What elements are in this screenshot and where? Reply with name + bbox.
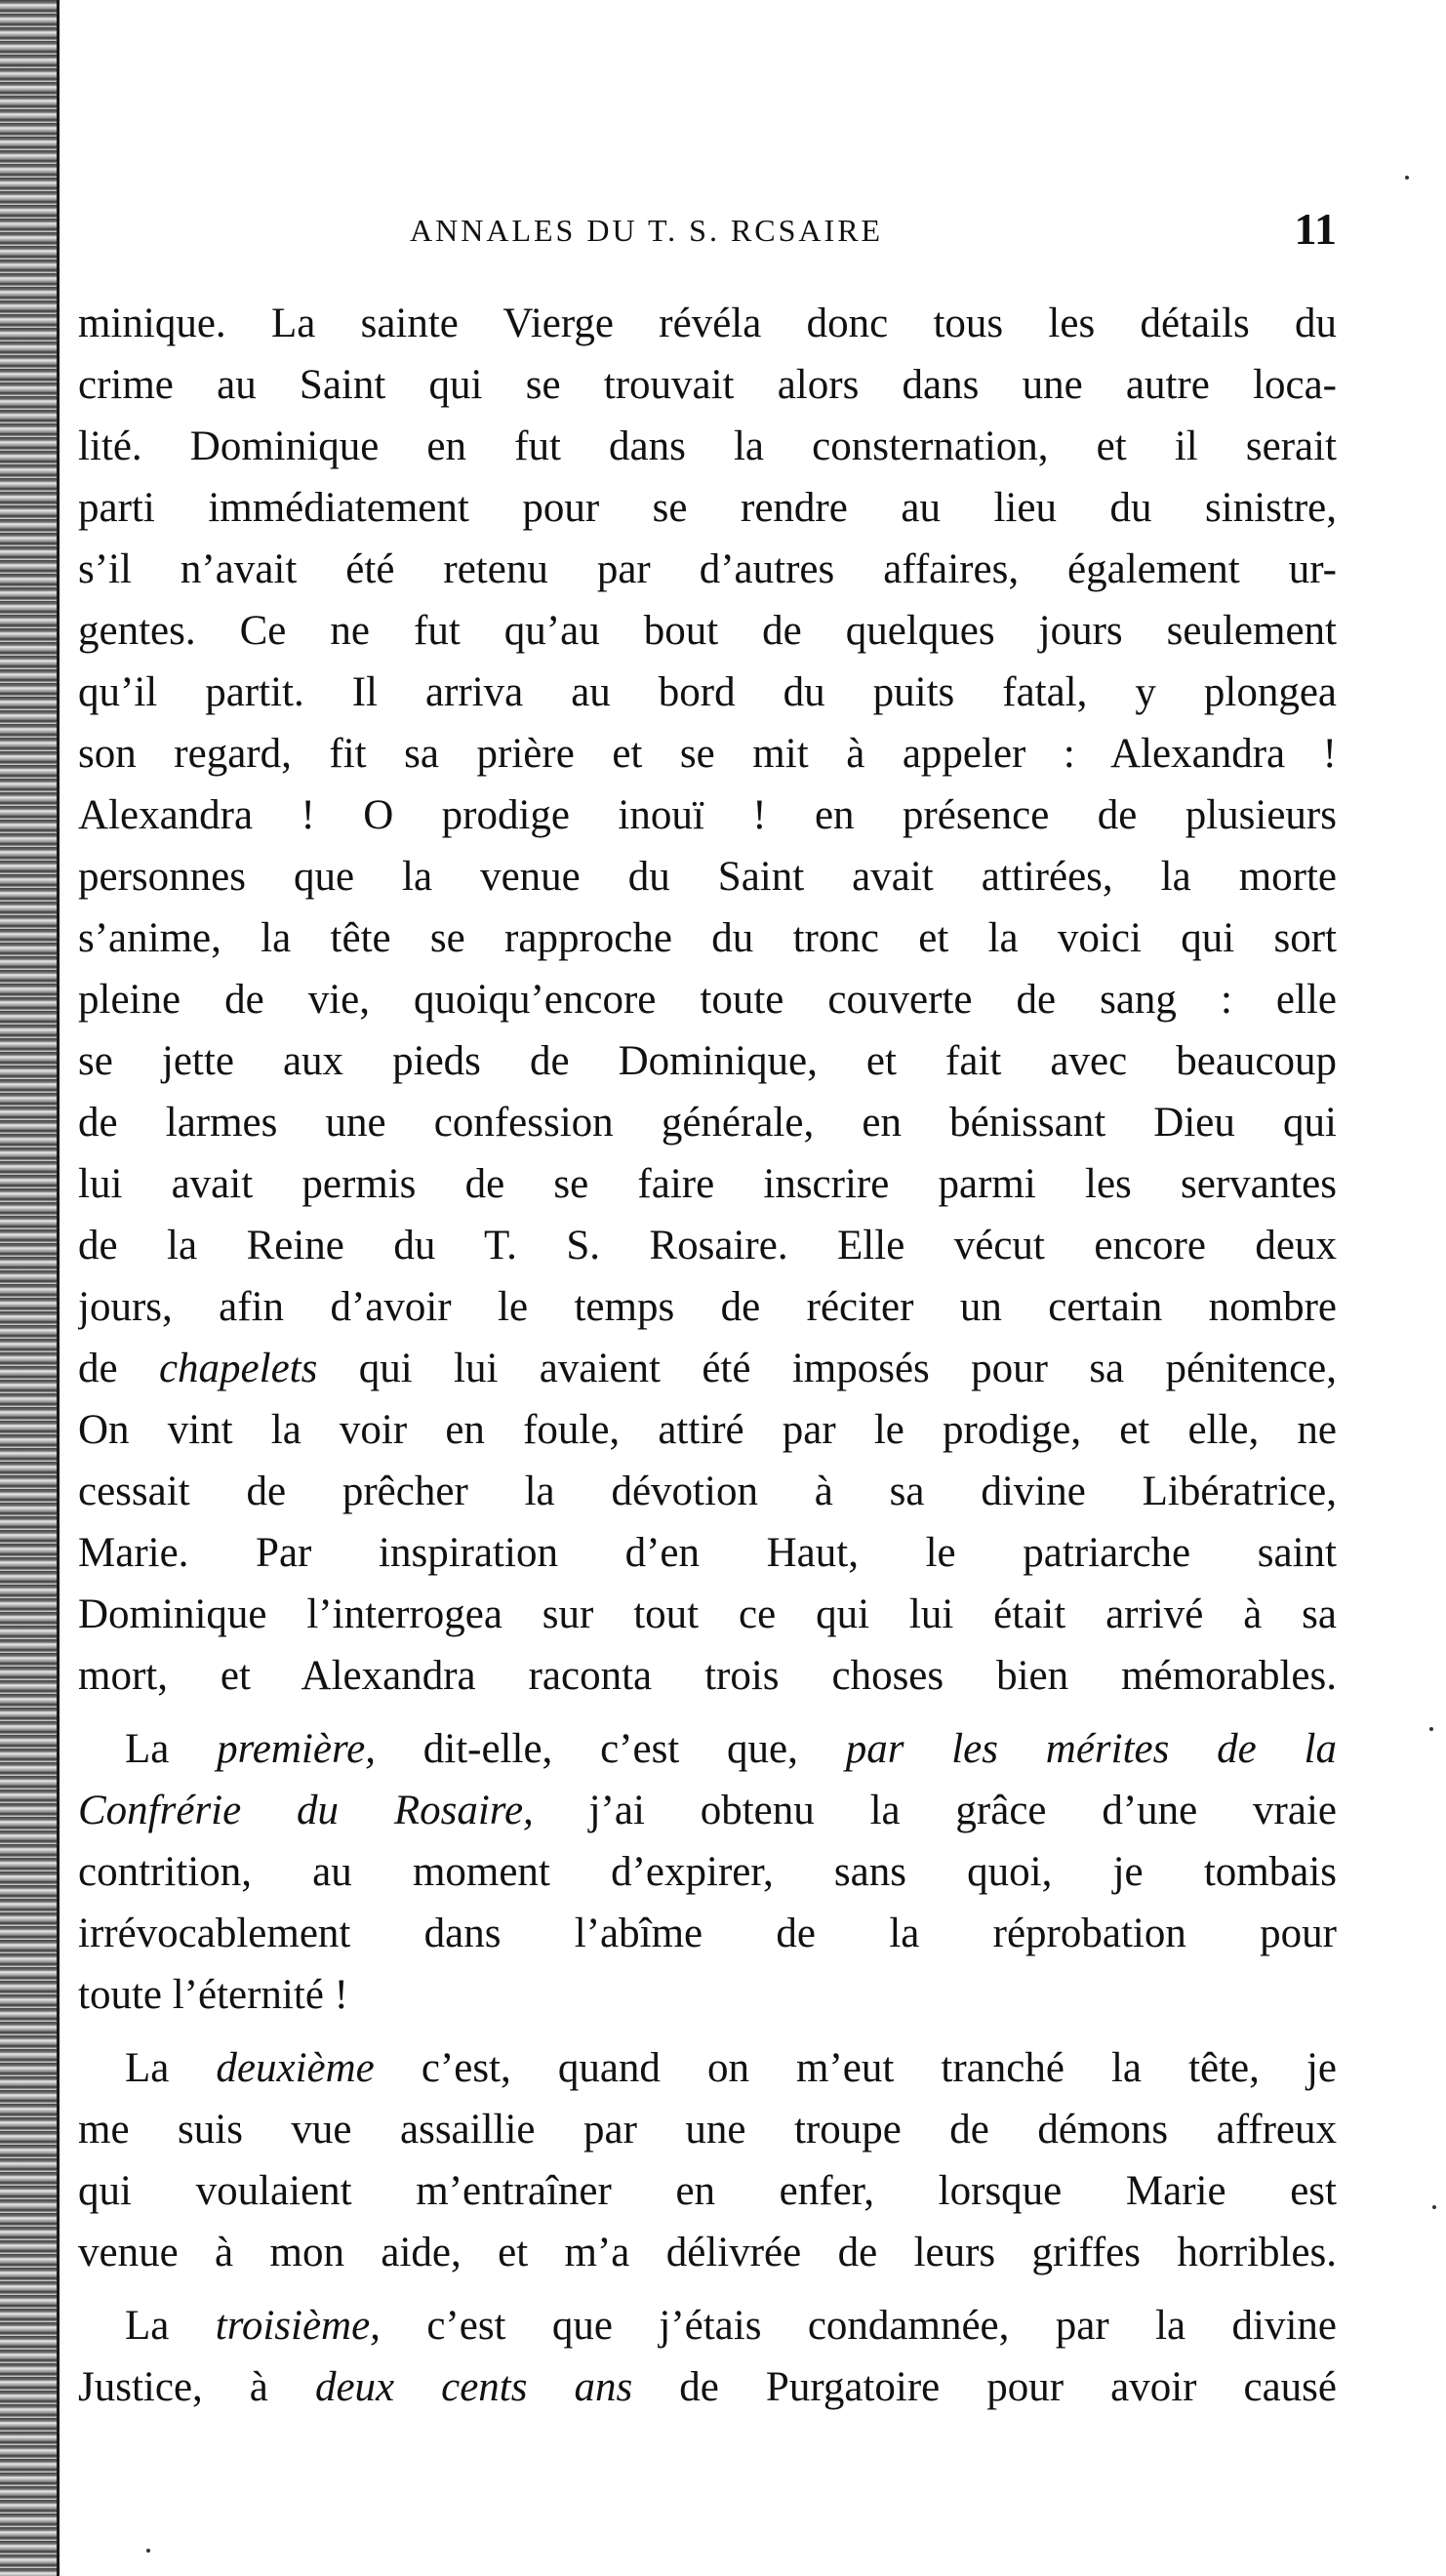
paragraph-gap <box>78 2283 1337 2295</box>
paragraph-gap <box>78 1707 1337 1718</box>
text-line: pleine de vie, quoiqu’encore toute couverte de sang : elle <box>78 977 1337 1023</box>
body-text <box>78 293 1337 2418</box>
scan-speck <box>1429 1727 1433 1731</box>
italic-text: deux cents ans <box>314 2364 633 2410</box>
text-line: On vint la voir en foule, attiré par le prodige, et elle, ne <box>78 1407 1337 1453</box>
text-line: son regard, fit sa prière et se mit à appeler : Alexandra ! <box>78 731 1337 777</box>
text-line <box>78 1780 1337 1841</box>
text-line: de la Reine du T. S. Rosaire. Elle vécut encore deux <box>78 1223 1337 1268</box>
running-title: ANNALES DU T. S. RCSAIRE <box>410 213 884 248</box>
paragraph-3 <box>78 2037 1337 2283</box>
text-line: s’il n’avait été retenu par d’autres affaires, également ur- <box>78 546 1337 592</box>
text-line: Alexandra ! O prodige inouï ! en présence de plusieurs <box>78 792 1337 838</box>
text-run: Justice, à <box>78 2364 315 2410</box>
text-run: de Purgatoire pour avoir causé <box>632 2364 1337 2410</box>
text-line: qui voulaient m’entraîner en enfer, lorsque Marie est <box>78 2168 1337 2214</box>
text-run: c’est, quand on m’eut tranché la tête, je <box>374 2045 1337 2091</box>
text-line: se jette aux pieds de Dominique, et fait avec beaucoup <box>78 1038 1337 1084</box>
italic-text: par les mérites de la <box>845 1726 1337 1772</box>
text-line: gentes. Ce ne fut qu’au bout de quelques jours seulement <box>78 608 1337 654</box>
text-line: lui avait permis de se faire inscrire parmi les servantes <box>78 1161 1337 1207</box>
scan-speck <box>146 2549 150 2553</box>
text-line: de larmes une confession générale, en bénissant Dieu qui <box>78 1100 1337 1146</box>
text-line <box>78 2295 1337 2356</box>
text-line <box>78 1718 1337 1780</box>
text-run: La <box>125 2303 216 2349</box>
scan-speck <box>1432 2205 1436 2209</box>
italic-text: deuxième <box>216 2045 375 2091</box>
text-line <box>78 2037 1337 2099</box>
paragraph-1 <box>78 293 1337 1707</box>
text-line: parti immédiatement pour se rendre au lieu du sinistre, <box>78 485 1337 531</box>
italic-text: troisième, <box>215 2303 381 2349</box>
text-line: me suis vue assaillie par une troupe de démons affreux <box>78 2107 1337 2153</box>
text-run: de <box>78 1346 159 1391</box>
text-run: dit-elle, c’est que, <box>375 1726 846 1772</box>
text-line: lité. Dominique en fut dans la consternation, et il serait <box>78 423 1337 469</box>
text-line: Marie. Par inspiration d’en Haut, le patriarche saint <box>78 1530 1337 1576</box>
text-line: jours, afin d’avoir le temps de réciter un certain nombre <box>78 1284 1337 1330</box>
text-line: venue à mon aide, et m’a délivrée de leurs griffes horribles. <box>78 2230 1337 2275</box>
text-line: personnes que la venue du Saint avait attirées, la morte <box>78 854 1337 900</box>
paragraph-2 <box>78 1718 1337 2026</box>
page-number: 11 <box>1294 204 1337 254</box>
page-edge-line <box>57 0 60 2576</box>
text-line: mort, et Alexandra raconta trois choses bien mémorables. <box>78 1653 1337 1699</box>
text-line <box>78 1338 1337 1399</box>
text-run: c’est que j’étais condamnée, par la divine <box>380 2303 1337 2349</box>
text-line: irrévocablement dans l’abîme de la réprobation pour <box>78 1911 1337 1956</box>
text-line: contrition, au moment d’expirer, sans quoi, je tombais <box>78 1849 1337 1895</box>
paragraph-4 <box>78 2295 1337 2418</box>
scan-speck <box>1405 176 1409 180</box>
page-header <box>78 203 1337 262</box>
italic-text: Confrérie du Rosaire, <box>78 1788 534 1833</box>
text-run: La <box>125 2045 217 2091</box>
text-line: crime au Saint qui se trouvait alors dans une autre loca- <box>78 362 1337 408</box>
text-run: qui lui avaient été imposés pour sa pénitence, <box>317 1346 1337 1391</box>
text-line: qu’il partit. Il arriva au bord du puits fatal, y plongea <box>78 669 1337 715</box>
italic-text: chapelets <box>158 1346 318 1391</box>
text-line: minique. La sainte Vierge révéla donc tous les détails du <box>78 301 1337 346</box>
text-line: Dominique l’interrogea sur tout ce qui lui était arrivé à sa <box>78 1591 1337 1637</box>
page-edge-binding <box>0 0 57 2576</box>
text-line: toute l’éternité ! <box>78 1972 348 2018</box>
text-run: j’ai obtenu la grâce d’une vraie <box>533 1788 1337 1833</box>
text-run: La <box>125 1726 218 1772</box>
italic-text: première, <box>217 1726 376 1772</box>
paragraph-gap <box>78 2026 1337 2037</box>
text-line <box>78 2356 1337 2418</box>
text-line: s’anime, la tête se rapproche du tronc et la voici qui sort <box>78 915 1337 961</box>
text-line: cessait de prêcher la dévotion à sa divine Libératrice, <box>78 1469 1337 1514</box>
